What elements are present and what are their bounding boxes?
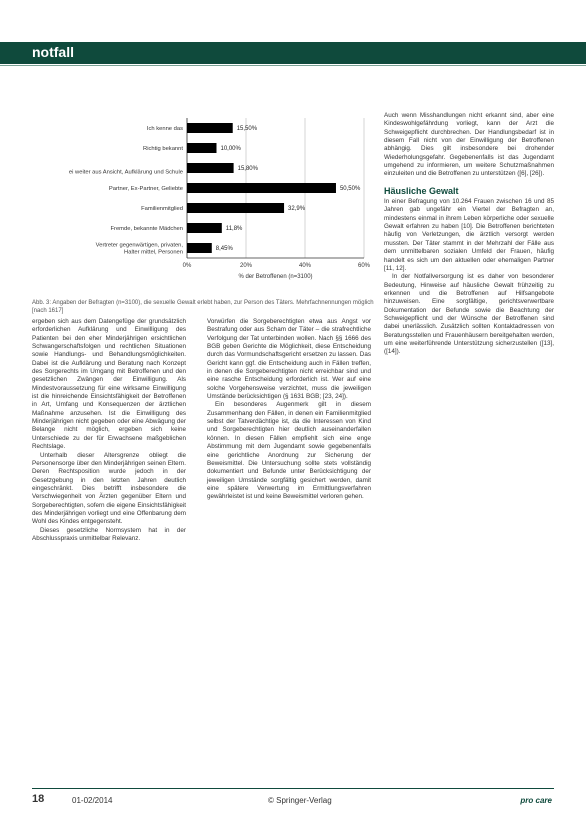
journal-brand: pro care bbox=[520, 796, 552, 805]
category-label: Halter mittel, Personen bbox=[124, 249, 183, 256]
data-label: 15,80% bbox=[237, 166, 258, 172]
paragraph: Vorwürfen die Sorgeberechtigten etwa aus Angst vor Bestrafung oder aus Scham der Täter – die strafrechtliche Verfolgung der Tat unterbinden wollen. Nach §§ 1666 des BGB geben Gerichte die Möglichkeit, diese Entscheidung durch das Vormundschaftsgericht ersetzen zu lassen. Das Gericht kann ggf. die Entscheidung auch in Fällen treffen, in denen die Sorgeberechtigten nicht erreichbar sind und eine rasche Entscheidung erforderlich ist. Wer auf eine solche Vorgehensweise verzichtet, muss die jeweiligen Umstände berücksichtigen (§ 1631 BGB; [23, 24]). bbox=[207, 318, 371, 401]
data-label: 8,45% bbox=[215, 246, 233, 252]
paragraph: ergeben sich aus dem Datengefüge der grundsätzlich erforderlichen Aufklärung und Einwilligung des Patienten bei den eher Minderjährigen ersichtlichen Schwangerschaftsfolgen und rechtlichen Situationen sowie Handlungs- und Behandlungsmöglichkeiten. Dabei ist die Aufklärung und Beratung nach Konzept des Sorgerechts im Umgang mit Betroffenen und den gesetzlichen Zwängen der Einwilligung. Als Mindestvoraussetzung für eine wirksame Einwilligung ist die hinreichende Einsichtsfähigkeit der Betroffenen in Art, Umfang und Konsequenzen der ärztlichen Maßnahme anzusehen. Ist die Einwilligung des Minderjährigen nicht gegeben oder eine Abwägung der Belange nicht möglich, ergeben sich keine Unterschiede zu der für Erwachsene maßgeblichen Rechtslage. bbox=[32, 318, 186, 451]
bar bbox=[187, 223, 222, 233]
paragraph: Dieses gesetzliche Normsystem hat in der Abschlusspraxis unmittelbar Relevanz. bbox=[32, 526, 186, 542]
paragraph: In einer Befragung von 10.264 Frauen zwischen 16 und 85 Jahren gab ungefähr ein Viertel der Befragten an, mindestens einmal in ihrem Leben körperliche oder sexuelle Gewalt erfahren zu haben [10]. Die Betroffenen berichteten häufig von Verletzungen, die ärztlich versorgt werden mussten. Der Täter stammt in der Mehrzahl der Fälle aus dem unmittelbaren sozialen Umfeld der Frauen, häufig handelt es sich um den aktuellen oder ehemaligen Partner [11, 12]. bbox=[384, 198, 554, 272]
category-label: Ich kenne das bbox=[146, 126, 183, 132]
section-label: notfall bbox=[32, 44, 74, 60]
category-label: Vertreter gegenwärtigen, privaten, bbox=[95, 242, 183, 249]
bar-chart-svg bbox=[32, 112, 374, 298]
figure-caption: Abb. 3: Angaben der Befragten (n=3100), die sexuelle Gewalt erlebt haben, zur Person des Täters. Mehrfachnennungen möglich [nach 1617] bbox=[32, 300, 374, 314]
page-number: 18 bbox=[32, 793, 45, 805]
data-label: 32,9% bbox=[288, 206, 306, 212]
bar bbox=[187, 203, 284, 213]
bar bbox=[187, 143, 217, 153]
page-footer bbox=[0, 790, 586, 810]
x-tick-label: 60% bbox=[357, 263, 371, 269]
data-label: 11,8% bbox=[225, 226, 243, 232]
data-label: 50,50% bbox=[339, 186, 361, 192]
publisher-label: © Springer-Verlag bbox=[268, 796, 332, 805]
data-label: 10,00% bbox=[220, 146, 241, 152]
footer-rule bbox=[32, 788, 554, 789]
text-column-right bbox=[384, 112, 554, 784]
text-column-left bbox=[32, 318, 186, 784]
bar-chart bbox=[32, 112, 374, 298]
x-tick-label: 20% bbox=[239, 263, 253, 269]
bar bbox=[187, 163, 234, 173]
category-label: Fremde, bekannte Mädchen bbox=[110, 226, 183, 232]
section-header bbox=[0, 42, 586, 64]
x-tick-label: 40% bbox=[298, 263, 312, 269]
text-column-middle bbox=[207, 318, 371, 784]
header-rule bbox=[0, 65, 586, 66]
paragraph: Ein besonderes Augenmerk gilt in diesem Zusammenhang den Fällen, in denen ein Familienmitglied selbst der Tatverdächtige ist, da die Interessen von Kind und Sorgeberechtigten hier deutlich auseinanderfallen können. In diesen Fällen empfiehlt sich eine enge Abstimmung mit dem Jugendamt sowie gegebenenfalls eine gerichtliche Anordnung zur Sicherung der Beweismittel. Die Untersuchung sollte stets vollständig dokumentiert und Befunde unter Berücksichtigung der jeweiligen Umstände sorgfältig gesichert werden, damit eine spätere Verwertung im Ermittlungsverfahren gewährleistet ist und keine Beweismittel verloren gehen. bbox=[207, 401, 371, 501]
x-axis-title: % der Betroffenen (n=3100) bbox=[238, 274, 313, 280]
bar bbox=[187, 183, 336, 193]
category-label: ei weiter aus Ansicht, Aufklärung und Schule bbox=[68, 169, 183, 176]
category-label: Partner, Ex-Partner, Geliebte bbox=[108, 186, 183, 192]
category-label: Richtig bekannt bbox=[143, 146, 183, 152]
paragraph: Auch wenn Misshandlungen nicht erkannt sind, aber eine Kindeswohlgefährdung vorliegt, kann der Arzt die Schweigepflicht durchbrechen. Der Handlungsbedarf ist in diesem Fall nicht von der Einwilligung der Betroffenen abhängig. Dies gilt insbesondere bei drohender Wiederholungsgefahr. Gegebenenfalls ist das Jugendamt umgehend zu informieren, um weitere Schutzmaßnahmen einzuleiten und die Betroffenen zu unterstützen ([6], [26]). bbox=[384, 112, 554, 178]
x-tick-label: 0% bbox=[182, 263, 192, 269]
issue-label: 01-02/2014 bbox=[72, 796, 113, 805]
paragraph: In der Notfallversorgung ist es daher von besonderer Bedeutung, Hinweise auf häusliche Gewalt frühzeitig zu erkennen und die Betroffenen auf Hilfsangebote hinzuweisen. Eine sorgfältige, gerichtsverwertbare Dokumentation der Befunde sowie die Beachtung der Schweigepflicht und der Wünsche der Betroffenen sind dabei unerlässlich. Zusätzlich sollten Kontaktadressen von Beratungsstellen und Frauenhäusern bereitgehalten werden, um eine weiterführende Unterstützung sicherzustellen ([13], ([14]). bbox=[384, 273, 554, 356]
data-label: 15,50% bbox=[236, 126, 258, 132]
section-heading: Häusliche Gewalt bbox=[384, 185, 459, 196]
bar bbox=[187, 123, 233, 133]
paragraph: Unterhalb dieser Altersgrenze obliegt die Personensorge über den Minderjährigen seinen Eltern. Deren Rechtsposition wurde jedoch in der Gesetzgebung in den letzten Jahren deutlich eingeschränkt. Dies betrifft insbesondere die Verschwiegenheit von Ärzten gegenüber Eltern und Sorgeberechtigten, sofern die eigene Einsichtsfähigkeit des Minderjährigen vorliegt und eine Offenbarung dem Wohl des Kindes entgegensteht. bbox=[32, 451, 186, 526]
category-label: Familienmitglied bbox=[141, 206, 183, 212]
bar bbox=[187, 243, 212, 253]
